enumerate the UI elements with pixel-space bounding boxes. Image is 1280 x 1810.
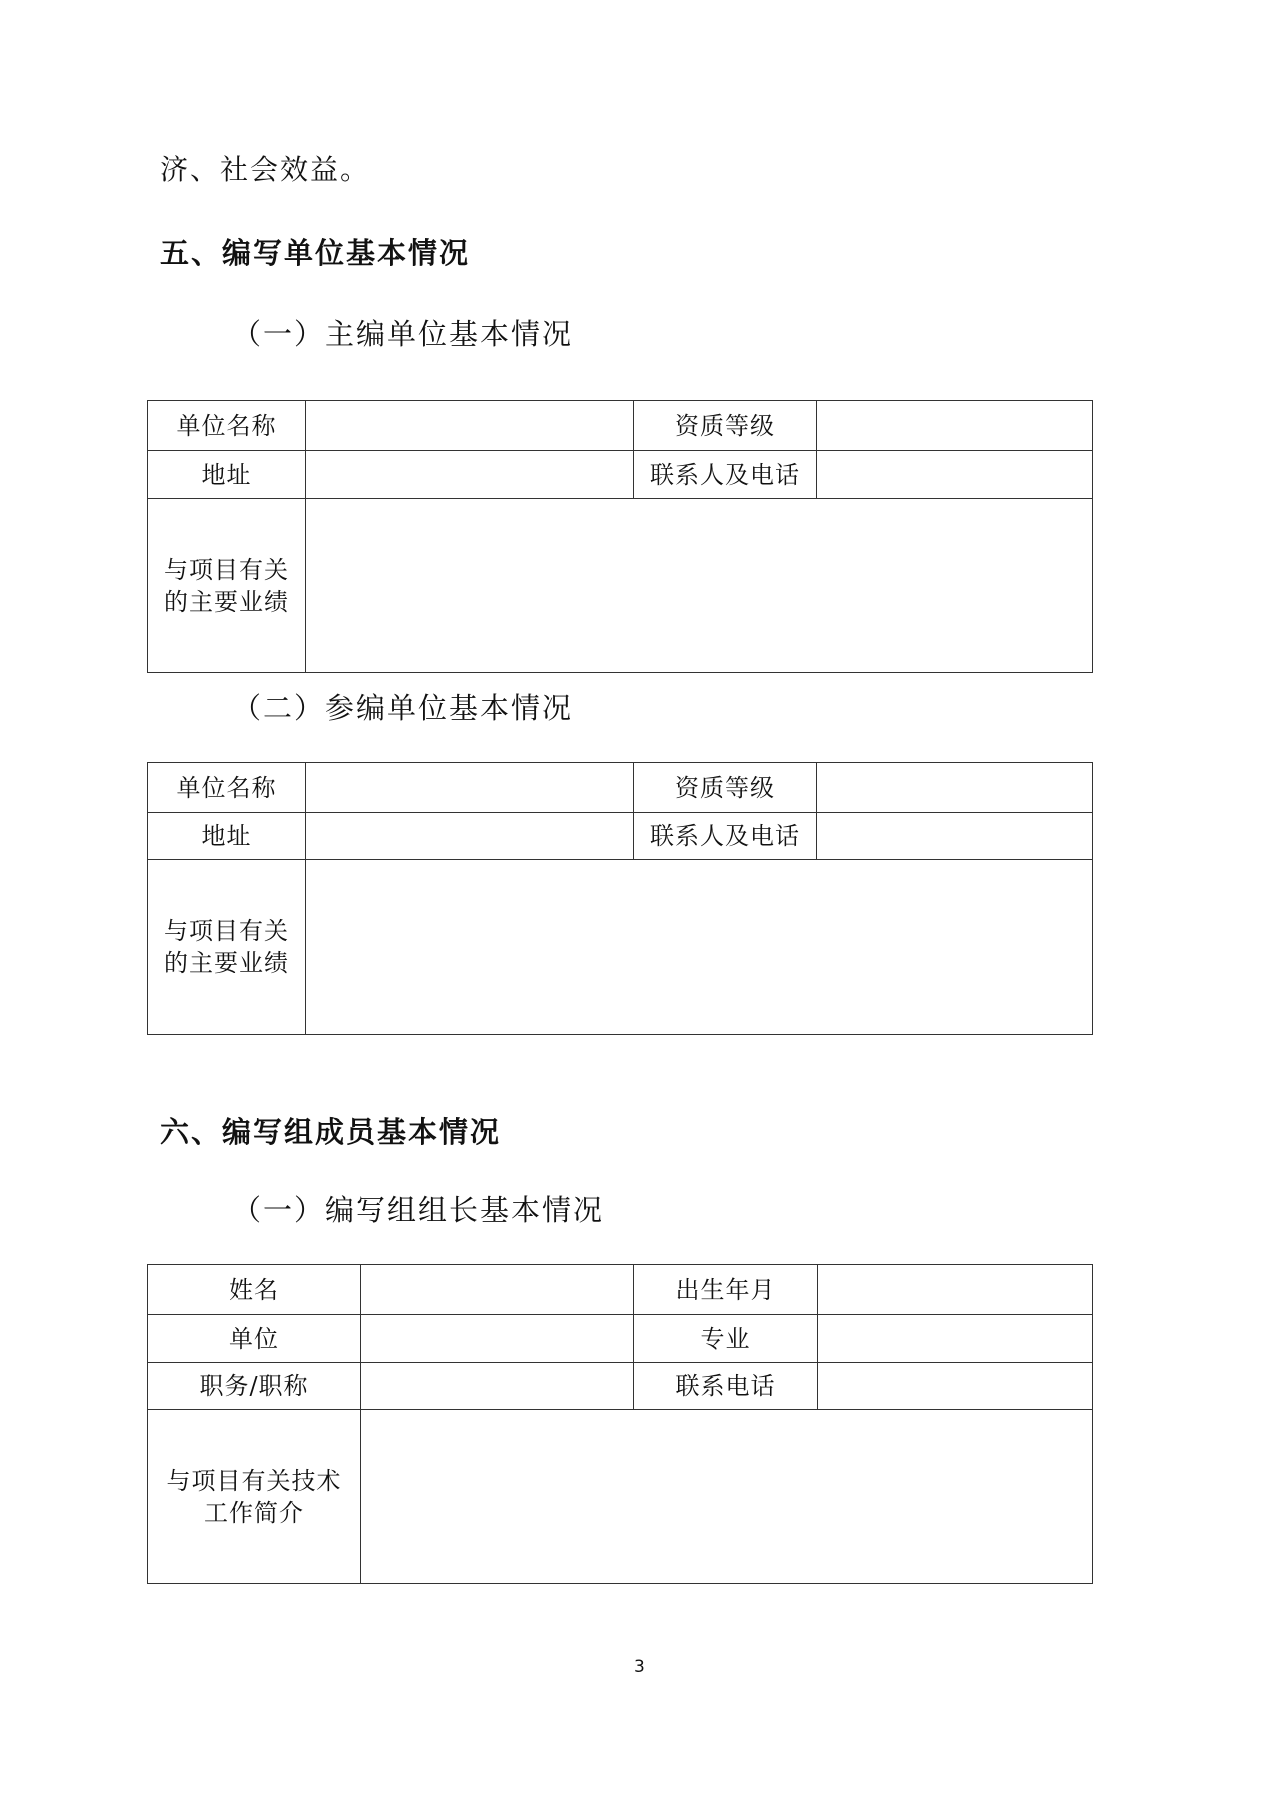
table-row <box>148 451 1093 499</box>
label-text: 单位 <box>229 1324 279 1353</box>
contact-field[interactable] <box>817 813 1093 860</box>
section-6-1-heading: （一）编写组组长基本情况 <box>232 1193 605 1227</box>
phone-field[interactable] <box>818 1363 1093 1410</box>
label-text: 地址 <box>201 822 252 850</box>
section-5-1-heading: （一）主编单位基本情况 <box>232 317 574 351</box>
achievements-label <box>148 499 306 673</box>
chief-editor-unit-table <box>147 400 1093 673</box>
address-field[interactable] <box>306 451 634 499</box>
contact-label <box>634 451 817 499</box>
table-row <box>148 813 1093 860</box>
label-text: 联系人及电话 <box>650 460 800 489</box>
section-5-heading: 五、编写单位基本情况 <box>160 236 471 270</box>
participating-unit-table <box>147 762 1093 1035</box>
label-text: 资质等级 <box>675 411 775 440</box>
label-text: 职务/职称 <box>199 1372 309 1400</box>
label-line: 的主要业绩 <box>164 587 289 616</box>
qualification-label <box>634 401 817 451</box>
section-6-heading: 六、编写组成员基本情况 <box>160 1115 502 1149</box>
birth-field[interactable] <box>818 1265 1093 1315</box>
label-text: 单位名称 <box>176 411 277 440</box>
technical-intro-label <box>148 1410 361 1584</box>
section-5-2-heading: （二）参编单位基本情况 <box>232 691 574 725</box>
label-text: 单位名称 <box>176 773 277 802</box>
technical-intro-field[interactable] <box>361 1410 1093 1584</box>
address-field[interactable] <box>306 813 634 860</box>
unit-name-label <box>148 763 306 813</box>
label-text: 姓名 <box>229 1275 279 1304</box>
label-text: 出生年月 <box>675 1275 776 1304</box>
unit-name-field[interactable] <box>306 401 634 451</box>
qualification-label <box>634 763 817 813</box>
title-field[interactable] <box>361 1363 634 1410</box>
major-field[interactable] <box>818 1315 1093 1363</box>
label-text: 联系电话 <box>675 1372 776 1400</box>
title-label <box>148 1363 361 1410</box>
table-row <box>148 1363 1093 1410</box>
table-row <box>148 1315 1093 1363</box>
address-label <box>148 451 306 499</box>
phone-label <box>634 1363 818 1410</box>
label-text: 联系人及电话 <box>650 822 800 850</box>
table-row <box>148 1265 1093 1315</box>
name-label <box>148 1265 361 1315</box>
address-label <box>148 813 306 860</box>
name-field[interactable] <box>361 1265 634 1315</box>
continued-paragraph: 济、社会效益。 <box>160 153 371 186</box>
qualification-field[interactable] <box>817 763 1093 813</box>
achievements-field[interactable] <box>306 499 1093 673</box>
unit-name-field[interactable] <box>306 763 634 813</box>
qualification-field[interactable] <box>817 401 1093 451</box>
unit-field[interactable] <box>361 1315 634 1363</box>
label-text: 专业 <box>700 1324 751 1353</box>
page-number: 3 <box>634 1657 645 1677</box>
table-row <box>148 499 1093 673</box>
label-text: 资质等级 <box>675 773 775 802</box>
label-line: 的主要业绩 <box>164 949 289 977</box>
unit-label <box>148 1315 361 1363</box>
table-row <box>148 860 1093 1035</box>
contact-label <box>634 813 817 860</box>
label-line: 与项目有关 <box>164 917 289 945</box>
label-line: 与项目有关技术 <box>166 1466 342 1495</box>
label-text: 地址 <box>201 460 252 489</box>
major-label <box>634 1315 818 1363</box>
table-row <box>148 1410 1093 1584</box>
birth-label <box>634 1265 818 1315</box>
group-leader-table <box>147 1264 1093 1584</box>
table-row <box>148 763 1093 813</box>
achievements-label <box>148 860 306 1035</box>
label-line: 工作简介 <box>204 1498 304 1527</box>
label-line: 与项目有关 <box>164 555 289 584</box>
table-row <box>148 401 1093 451</box>
unit-name-label <box>148 401 306 451</box>
achievements-field[interactable] <box>306 860 1093 1035</box>
contact-field[interactable] <box>817 451 1093 499</box>
